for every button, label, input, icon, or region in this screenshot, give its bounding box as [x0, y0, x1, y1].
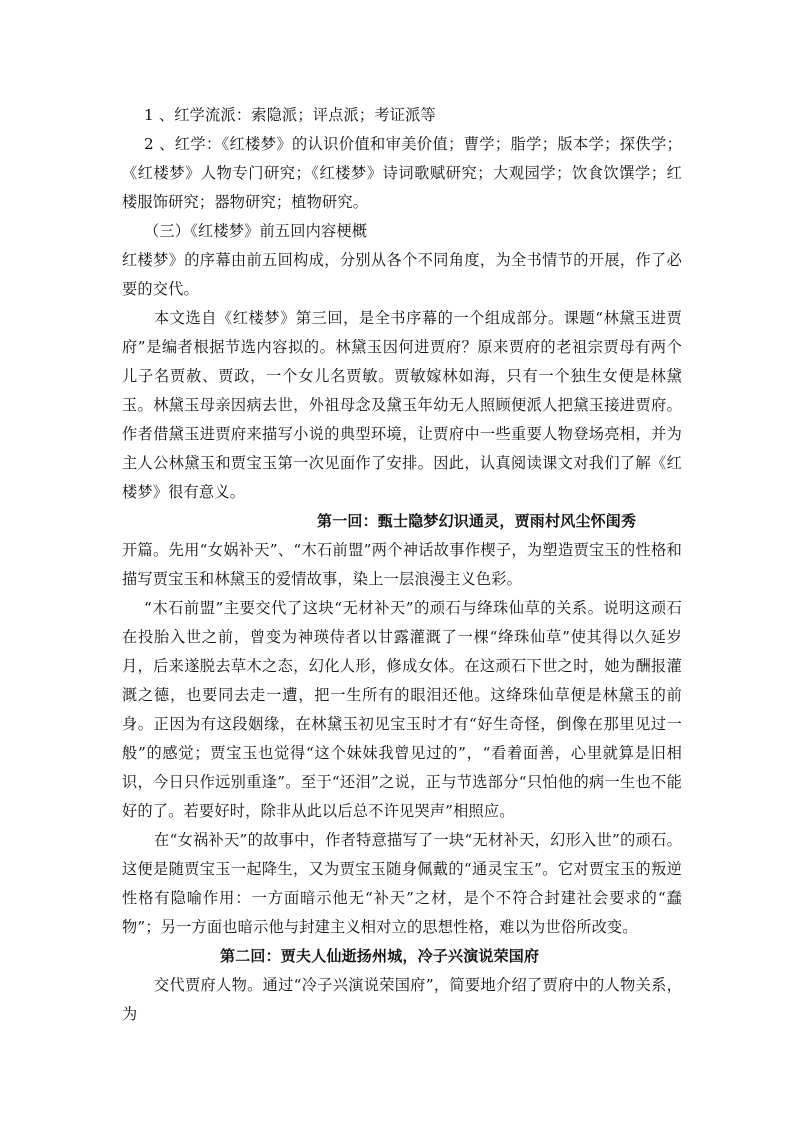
document-body: [122, 101, 682, 1029]
paragraph-chapter2-opening: 交代贾府人物。通过“冷子兴演说荣国府”，简要地介绍了贾府中的人物关系，为: [122, 976, 682, 1023]
paragraph-prologue: 红楼梦》的序幕由前五回构成，分别从各个不同角度，为全书情节的开展，作了必要的交代。: [122, 251, 682, 298]
paragraph-redology-schools: 1 、红学流派：索隐派；评点派；考证派等: [144, 106, 436, 124]
paragraph-wood-stone-pact: “木石前盟”主要交代了这块“无材补天”的顽石与绛珠仙草的关系。说明这顽石在投胎入世之前，曾变为神瑛侍者以甘露灌溉了一棵“绛珠仙草”使其得以久延岁月，后来遂脱去草木之态，幻化人形，修成女体。在这顽石下世之时，她为酬报灌溉之德，也要同去走一遭，把一生所有的眼泪还他。这绛珠仙草便是林黛玉的前身。正因为有这段姻缘，在林黛玉初见宝玉时才有“好生奇怪，倒像在那里见过一般”的感觉；贾宝玉也觉得“这个妹妹我曾见过的”，“看着面善，心里就算是旧相识，今日只作远别重逢”。至于“还泪”之说，正与节选部分“只怕他的病一生也不能好的了。若要好时，除非从此以后总不许见哭声”相照应。: [122, 599, 682, 820]
paragraph-redology-topics: 2 、红学：《红楼梦》的认识价值和审美价值；曹学；脂学；版本学；探佚学；《红楼梦》人物专门研究；《红楼梦》诗词歌赋研究；大观园学；饮食饮馔学；红楼服饰研究；器物研究；植物研究。: [122, 135, 682, 211]
paragraph-chapter1-opening: 开篇。先用“女娲补天”、“木石前盟”两个神话故事作楔子，为塑造贾宝玉的性格和描写贾宝玉和林黛玉的爱情故事，染上一层浪漫主义色彩。: [122, 541, 682, 588]
chapter-heading-1: 第一回：甄士隐梦幻识通灵，贾雨村风尘怀闺秀: [317, 512, 637, 530]
chapter-heading-2: 第二回：贾夫人仙逝扬州城，冷子兴演说荣国府: [220, 947, 540, 965]
paragraph-text-source: 本文选自《红楼梦》第三回，是全书序幕的一个组成部分。课题“林黛玉进贾府”是编者根据节选内容拟的。林黛玉因何进贾府？原来贾府的老祖宗贾母有两个儿子名贾赦、贾政，一个女儿名贾敏。贾敏嫁林如海，只有一个独生女便是林黛玉。林黛玉母亲因病去世，外祖母念及黛玉年幼无人照顾便派人把黛玉接进贾府。作者借黛玉进贾府来描写小说的典型环境，让贾府中一些重要人物登场亮相，并为主人公林黛玉和贾宝玉第一次见面作了安排。因此，认真阅读课文对我们了解《红楼梦》很有意义。: [122, 309, 682, 501]
section-heading-first-five-chapters: （三）《红楼梦》前五回内容梗概: [144, 222, 368, 240]
paragraph-nvwa-story: 在“女祸补天”的故事中，作者特意描写了一块“无材补天，幻形入世”的顽石。这便是随贾宝玉一起降生，又为贾宝玉随身佩戴的“通灵宝玉”。它对贾宝玉的叛逆性格有隐喻作用：一方面暗示他无“补天”之材，是个不符合封建社会要求的“蠢物”；另一方面也暗示他与封建主义相对立的思想性格，难以为世俗所改变。: [122, 831, 682, 936]
